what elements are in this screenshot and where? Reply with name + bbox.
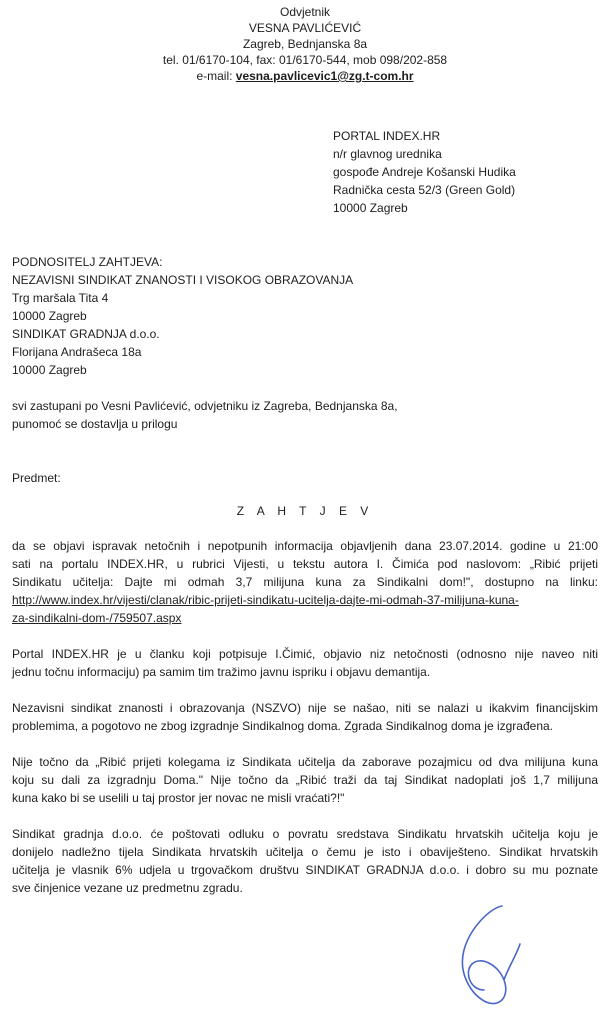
representation-line: svi zastupani po Vesni Pavlićević, odvjetniku iz Zagreba, Bednjanska 8a, xyxy=(12,399,398,413)
applicant-heading: PODNOSITELJ ZAHTJEVA: xyxy=(12,255,163,269)
body-line: Nezavisni sindikat znanosti i obrazovanja (NSZVO) nije se našao, niti se nalazi u ikakvim financijskim xyxy=(12,701,598,715)
letterhead-name: VESNA PAVLIĆEVIĆ xyxy=(248,21,362,35)
article-link[interactable]: za-sindikalni-dom-/759507.aspx xyxy=(12,611,182,625)
applicant-line: 10000 Zagreb xyxy=(12,309,87,323)
body-line: učitelja je vlasnik 6% udjela u trgovačkom društvu SINDIKAT GRADNJA d.o.o. i dobro su mu poznate xyxy=(12,863,598,877)
email-address[interactable]: vesna.pavlicevic1@zg.t-com.hr xyxy=(235,69,414,83)
body-line: koju su dali za izgradnju Doma." Nije točno da „Ribić traži da taj Sindikat nadoplati još 1,7 milijuna xyxy=(12,773,598,787)
body-line: kuna kako bi se uselili u taj prostor jer novac ne misli vraćati?!" xyxy=(12,791,345,805)
applicant-line: SINDIKAT GRADNJA d.o.o. xyxy=(12,327,160,341)
recipient-line: PORTAL INDEX.HR xyxy=(333,129,441,143)
body-line: donijelo nadležno tijela Sindikata hrvatskih učitelja o čemu je isto i obaviješteno. Sindikat hrvatskih xyxy=(12,845,598,859)
applicant-line: 10000 Zagreb xyxy=(12,363,87,377)
applicant-line: NEZAVISNI SINDIKAT ZNANOSTI I VISOKOG OBRAZOVANJA xyxy=(12,273,354,287)
handwritten-signature xyxy=(450,898,530,1018)
body-line: Portal INDEX.HR je u članku koji potpisuje I.Čimić, objavio niz netočnosti (odnosno nije naveo niti xyxy=(12,647,598,661)
body-line: da se objavi ispravak netočnih i nepotpunih informacija objavljenih dana 23.07.2014. godine u 21:00 xyxy=(12,539,598,553)
body-line: sve činjenice vezane uz predmetnu zgradu. xyxy=(12,881,243,895)
body-line: Nije točno da „Ribić prijeti kolegama iz Sindikata učitelja da zaborave pozajmicu od dva milijuna kuna xyxy=(12,755,598,769)
recipient-line: 10000 Zagreb xyxy=(333,201,408,215)
body-line: Sindikat gradnja d.o.o. će poštovati odluku o povratu sredstava Sindikatu hrvatskih učitelja koju je xyxy=(12,827,598,841)
body-line: problemima, a pogotovo ne zbog izgradnje Sindikalnog doma. Zgrada Sindikalnog doma je izgrađena. xyxy=(12,719,554,733)
letterhead-address: Zagreb, Bednjanska 8a xyxy=(242,37,368,51)
article-link[interactable]: http://www.index.hr/vijesti/clanak/ribic-prijeti-sindikatu-ucitelja-dajte-mi-odmah-37-milijuna-kuna- xyxy=(12,593,519,607)
representation-line: punomoć se dostavlja u prilogu xyxy=(12,417,178,431)
applicant-line: Florijana Andrašeca 18a xyxy=(12,345,142,359)
applicant-line: Trg maršala Tita 4 xyxy=(12,291,109,305)
recipient-line: Radnička cesta 52/3 (Green Gold) xyxy=(333,183,516,197)
email-label: e-mail: xyxy=(196,69,236,83)
subject-label: Predmet: xyxy=(12,471,61,485)
recipient-line: gospođe Andreje Košanski Hudika xyxy=(333,165,516,179)
document-title: Z A H T J E V xyxy=(236,504,374,518)
letterhead-email-line xyxy=(0,68,610,84)
body-line: Sindikatu učitelja: Dajte mi odmah 3,7 milijuna kuna za Sindikalni dom!", dostupno na linku: xyxy=(12,575,598,589)
body-line: sati na portalu INDEX.HR, u rubrici Vijesti, u tekstu autora I. Čimića pod naslovom: „Ribić prijeti xyxy=(12,557,598,571)
letterhead-phones: tel. 01/6170-104, fax: 01/6170-544, mob 098/202-858 xyxy=(162,53,448,67)
recipient-line: n/r glavnog urednika xyxy=(333,147,442,161)
letterhead-role: Odvjetnik xyxy=(279,5,331,19)
body-line: jednu točnu informaciju) pa samim tim tražimo javnu ispriku i objavu demantija. xyxy=(12,665,431,679)
